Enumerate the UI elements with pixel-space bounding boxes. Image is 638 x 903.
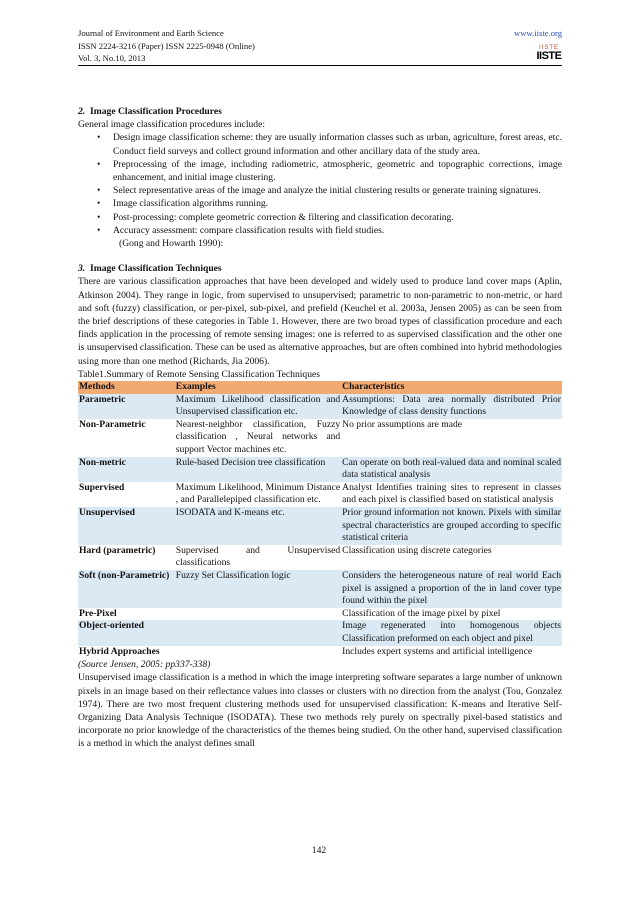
characteristics-cell: Prior ground information not known. Pixels with similar spectral characteristics are grouped according to specific statistical criteria bbox=[342, 507, 561, 544]
section-2-heading bbox=[78, 105, 562, 118]
method-cell: Non-Parametric bbox=[79, 418, 146, 430]
examples-cell: Maximum Likelihood, Minimum Distance , and Parallelepiped classification etc. bbox=[175, 481, 341, 506]
column-header: Characteristics bbox=[341, 381, 562, 394]
procedure-citation: (Gong and Howarth 1990): bbox=[119, 238, 224, 250]
method-cell: Supervised bbox=[79, 481, 125, 493]
method-cell: Unsupervised bbox=[78, 507, 175, 545]
page-body bbox=[78, 105, 562, 751]
table-row bbox=[78, 419, 562, 457]
table-row bbox=[78, 620, 562, 645]
table-row bbox=[78, 570, 562, 608]
closing-paragraph: Unsupervised image classification is a method in which the image interpreting software separates a large number of unknown pixels in an image based on their reflectance values into classes or clusters with no direction from the analyst (Tou, Gonzalez 1974). There are two most frequent clustering methods used for unsupervised classification: K-means and Iterative Self-Organizing Data Analysis Technique (ISODATA). These two methods rely purely on spectrally pixel-based statistics and incorporate no prior knowledge of the characteristics of the themes being studied. On the other hand, supervised classification is a method in which the analyst defines small bbox=[78, 672, 562, 750]
method-cell: Pre-Pixel bbox=[79, 607, 117, 619]
journal-volume: Vol. 3, No.10, 2013 bbox=[78, 53, 146, 63]
section-3-number: 3. bbox=[78, 263, 86, 275]
column-header: Methods bbox=[78, 381, 175, 394]
examples-cell bbox=[175, 608, 341, 621]
table-row bbox=[78, 646, 562, 659]
table-header-row bbox=[78, 381, 562, 394]
characteristics-cell: Image regenerated into homogenous objects Classification preformed on each object and pixel bbox=[342, 620, 561, 644]
list-item: • Post-processing: complete geometric correction & filtering and classification decorating. bbox=[113, 211, 562, 224]
table-row bbox=[78, 545, 562, 570]
table-row bbox=[78, 608, 562, 621]
list-item: • Design image classification scheme: they are usually information classes such as urban, agriculture, forest areas, etc. Conduct field surveys and collect ground information and other ancillary data of the study area. bbox=[113, 131, 562, 157]
list-item: • Preprocessing of the image, including radiometric, atmospheric, geometric and topographic corrections, image enhancement, and initial image clustering. bbox=[113, 158, 562, 184]
table-row bbox=[78, 507, 562, 545]
characteristics-cell: Classification of the image pixel by pixel bbox=[342, 607, 501, 619]
list-item: • Accuracy assessment: compare classification results with field studies. bbox=[113, 224, 562, 237]
section-3-paragraph: There are various classification approaches that have been developed and widely used to produce land cover maps (Aplin, Atkinson 2004). They range in logic, from supervised to unsupervised; parametric to non-parametric to non-metric, or hard and soft (fuzzy) classification, or per-pixel, sub-pixel, and prefield (Keuchel et al. 2003a, Jensen 2005) as can be seen from the brief descriptions of these categories in Table 1. However, there are two broad types of classification procedure and each finds application in the processing of remote sensing images: one is referred to as supervised classification and the other one is unsupervised classification. These can be used as alternative approaches, but are often combined into hybrid methodologies using more than one method (Richards, Jia 2006). bbox=[78, 276, 562, 367]
table-row bbox=[78, 457, 562, 482]
journal-url-link[interactable]: www.iiste.org bbox=[514, 28, 562, 38]
logo-main-text: IISTE bbox=[536, 50, 562, 62]
characteristics-cell: Considers the heterogeneous nature of real world Each pixel is assigned a proportion of the in land cover type found within the pixel bbox=[342, 569, 561, 607]
logo-top-text: IISTE bbox=[538, 45, 559, 51]
examples-cell: Rule-based Decision tree classification bbox=[175, 457, 341, 482]
characteristics-cell: Can operate on both real-valued data and nominal scaled data statistical analysis bbox=[342, 456, 561, 481]
method-cell: Hybrid Approaches bbox=[79, 645, 160, 657]
table-row bbox=[78, 394, 562, 419]
examples-cell: Maximum Likelihood classification and Unsupervised classification etc. bbox=[175, 393, 341, 418]
method-cell: Parametric bbox=[78, 394, 175, 419]
method-cell: Non-metric bbox=[78, 457, 175, 482]
header-rule bbox=[78, 65, 562, 66]
journal-name: Journal of Environment and Earth Science bbox=[78, 28, 224, 38]
examples-cell bbox=[175, 646, 341, 659]
section-3-heading bbox=[78, 262, 562, 275]
section-2-number: 2. bbox=[78, 106, 86, 117]
table-caption: Table1.Summary of Remote Sensing Classification Techniques bbox=[78, 368, 321, 380]
examples-cell: Fuzzy Set Classification logic bbox=[175, 570, 341, 608]
method-cell: Object-oriented bbox=[78, 620, 175, 645]
method-cell: Soft (non-Parametric) bbox=[78, 570, 175, 608]
list-item: • Image classification algorithms running. bbox=[113, 197, 562, 210]
method-cell: Hard (parametric) bbox=[79, 544, 156, 556]
section-2-title: Image Classification Procedures bbox=[90, 106, 222, 117]
characteristics-cell: Classification using discrete categories bbox=[342, 544, 492, 556]
examples-cell: Nearest-neighbor classification, Fuzzy classification , Neural networks and support Vector machines etc. bbox=[175, 418, 341, 456]
examples-cell: ISODATA and K-means etc. bbox=[175, 507, 341, 545]
examples-cell: Supervised and Unsupervised classifications bbox=[175, 544, 341, 569]
table-row bbox=[78, 482, 562, 507]
section-2-intro: General image classification procedures include: bbox=[78, 119, 265, 131]
table-source: (Source Jensen, 2005: pp337-338) bbox=[78, 659, 211, 671]
list-item: • Select representative areas of the image and analyze the initial clustering results or generate training signatures. bbox=[113, 184, 562, 197]
classification-table bbox=[78, 381, 562, 658]
section-3-title: Image Classification Techniques bbox=[90, 263, 222, 275]
characteristics-cell: Analyst Identifies training sites to represent in classes and each pixel is classified based on statistical analysis bbox=[342, 481, 561, 506]
examples-cell bbox=[175, 620, 341, 645]
page-header bbox=[78, 27, 562, 65]
procedure-list bbox=[78, 131, 562, 237]
column-header: Examples bbox=[175, 381, 341, 394]
page-number: 142 bbox=[311, 845, 327, 856]
iiste-logo bbox=[536, 45, 562, 63]
characteristics-cell: Assumptions: Data area normally distributed Prior Knowledge of class density functions bbox=[342, 393, 561, 418]
characteristics-cell: Includes expert systems and artificial intelligence bbox=[342, 645, 533, 657]
characteristics-cell: No prior assumptions are made bbox=[342, 418, 463, 430]
journal-issn: ISSN 2224-3216 (Paper) ISSN 2225-0948 (Online) bbox=[78, 40, 255, 51]
